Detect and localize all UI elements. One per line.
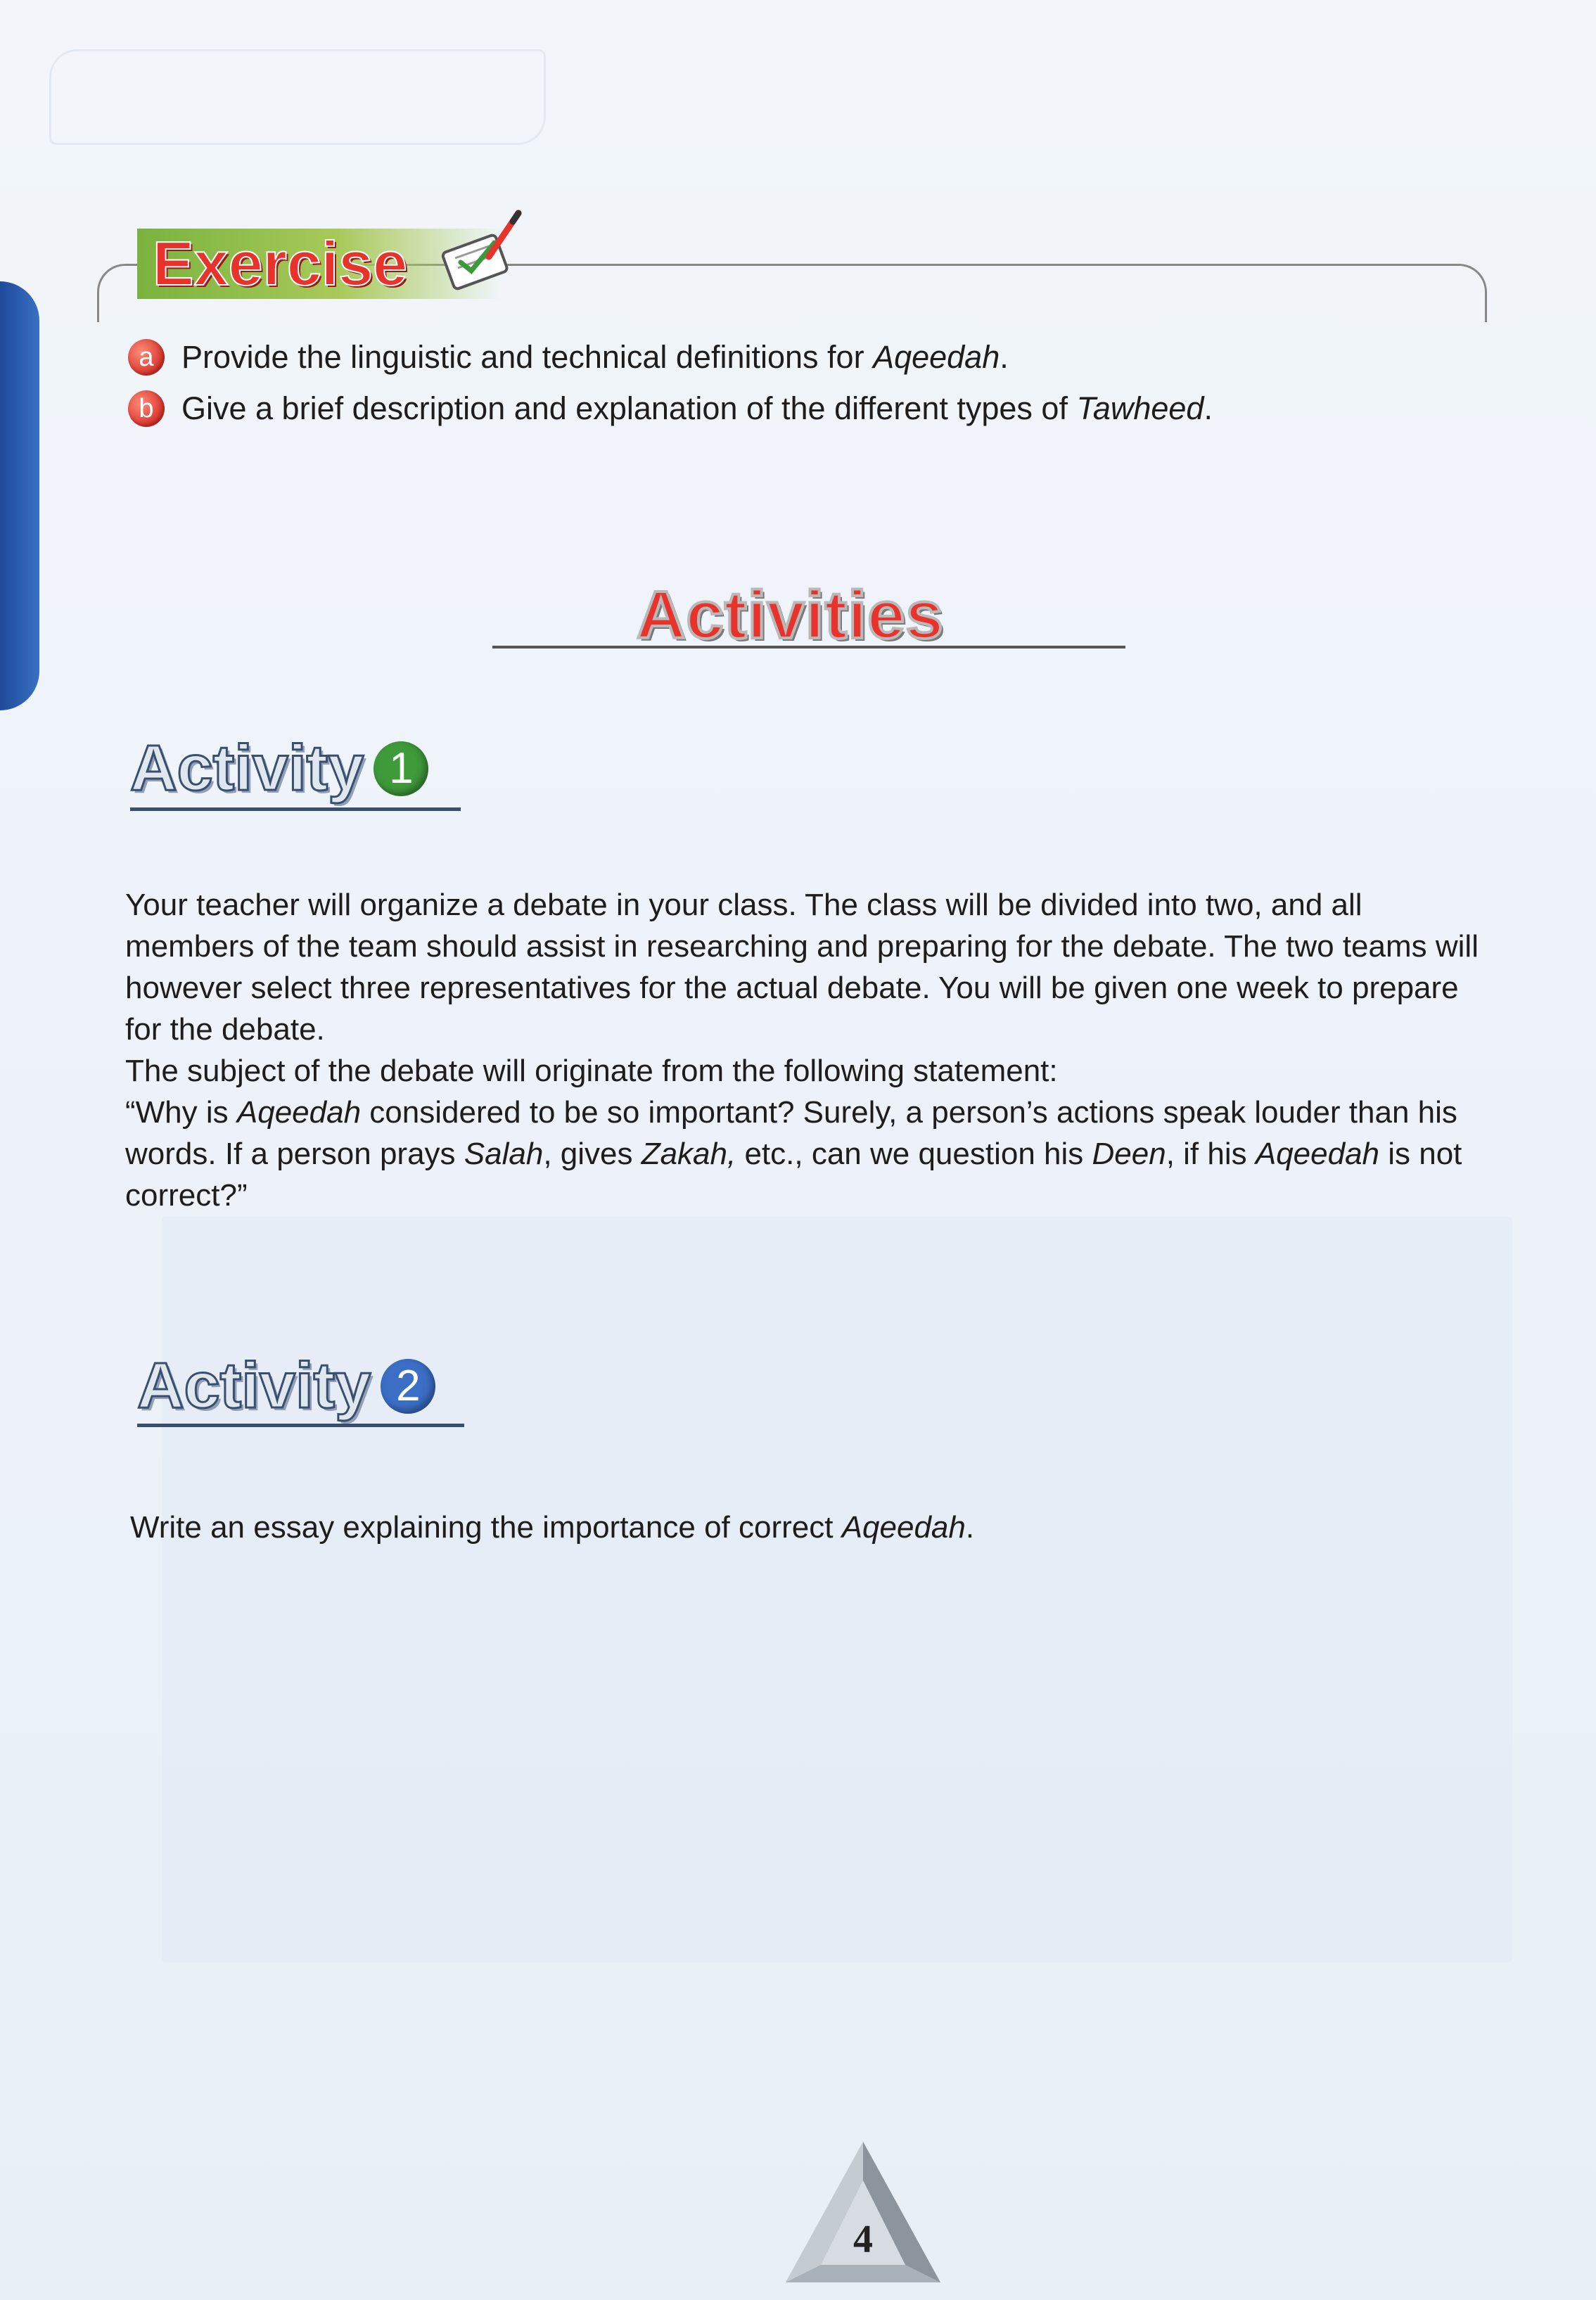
activity-1-paragraph: Your teacher will organize a debate in your class. The class will be divided into two, and all members of the team should assist in researching and preparing for the debate. The two teams will however select three representatives for the actual debate. You will be given one week to prepare for the debate. [125, 888, 1479, 1047]
activity-2-title: Activity [137, 1350, 371, 1421]
exercise-item-text: Give a brief description and explanation of the different types of Tawheed. [181, 390, 1213, 426]
activity-1-quote: “Why is Aqeedah considered to be so important? Surely, a person’s actions speak louder than his words. If a person prays Salah, gives Zakah, etc., can we question his Deen, if his Aqeedah is not correct?” [125, 1095, 1462, 1213]
exercise-item-a [128, 339, 1009, 376]
activity-2-text: Write an essay explaining the importance of correct Aqeedah. [130, 1510, 975, 1545]
activity-2-body [130, 1507, 1502, 1548]
exercise-item-text: Provide the linguistic and technical definitions for Aqeedah. [181, 339, 1009, 375]
bullet-b-icon: b [128, 390, 165, 427]
activity-1-lead: The subject of the debate will originate from the following statement: [125, 1054, 1058, 1088]
activity-1-title: Activity [130, 732, 364, 804]
activity-2-heading [137, 1349, 435, 1423]
page-number: 4 [853, 2218, 873, 2261]
activity-1-number-badge: 1 [374, 741, 428, 796]
exercise-title: Exercise [153, 229, 408, 298]
pencil-notepad-icon [440, 207, 524, 292]
page-number-triangle-icon [782, 2138, 944, 2286]
activity-1-heading [130, 731, 428, 805]
activities-heading: Activities [637, 577, 944, 653]
bleed-through-header [49, 49, 546, 145]
activity-1-body [125, 884, 1497, 1216]
activity-2-underline [137, 1424, 464, 1427]
activity-1-underline [130, 807, 461, 811]
bleed-through-box [162, 1217, 1512, 1962]
exercise-item-b [128, 390, 1213, 427]
activity-2-number-badge: 2 [381, 1359, 435, 1414]
side-tab [0, 281, 39, 710]
bullet-a-icon: a [128, 339, 165, 376]
